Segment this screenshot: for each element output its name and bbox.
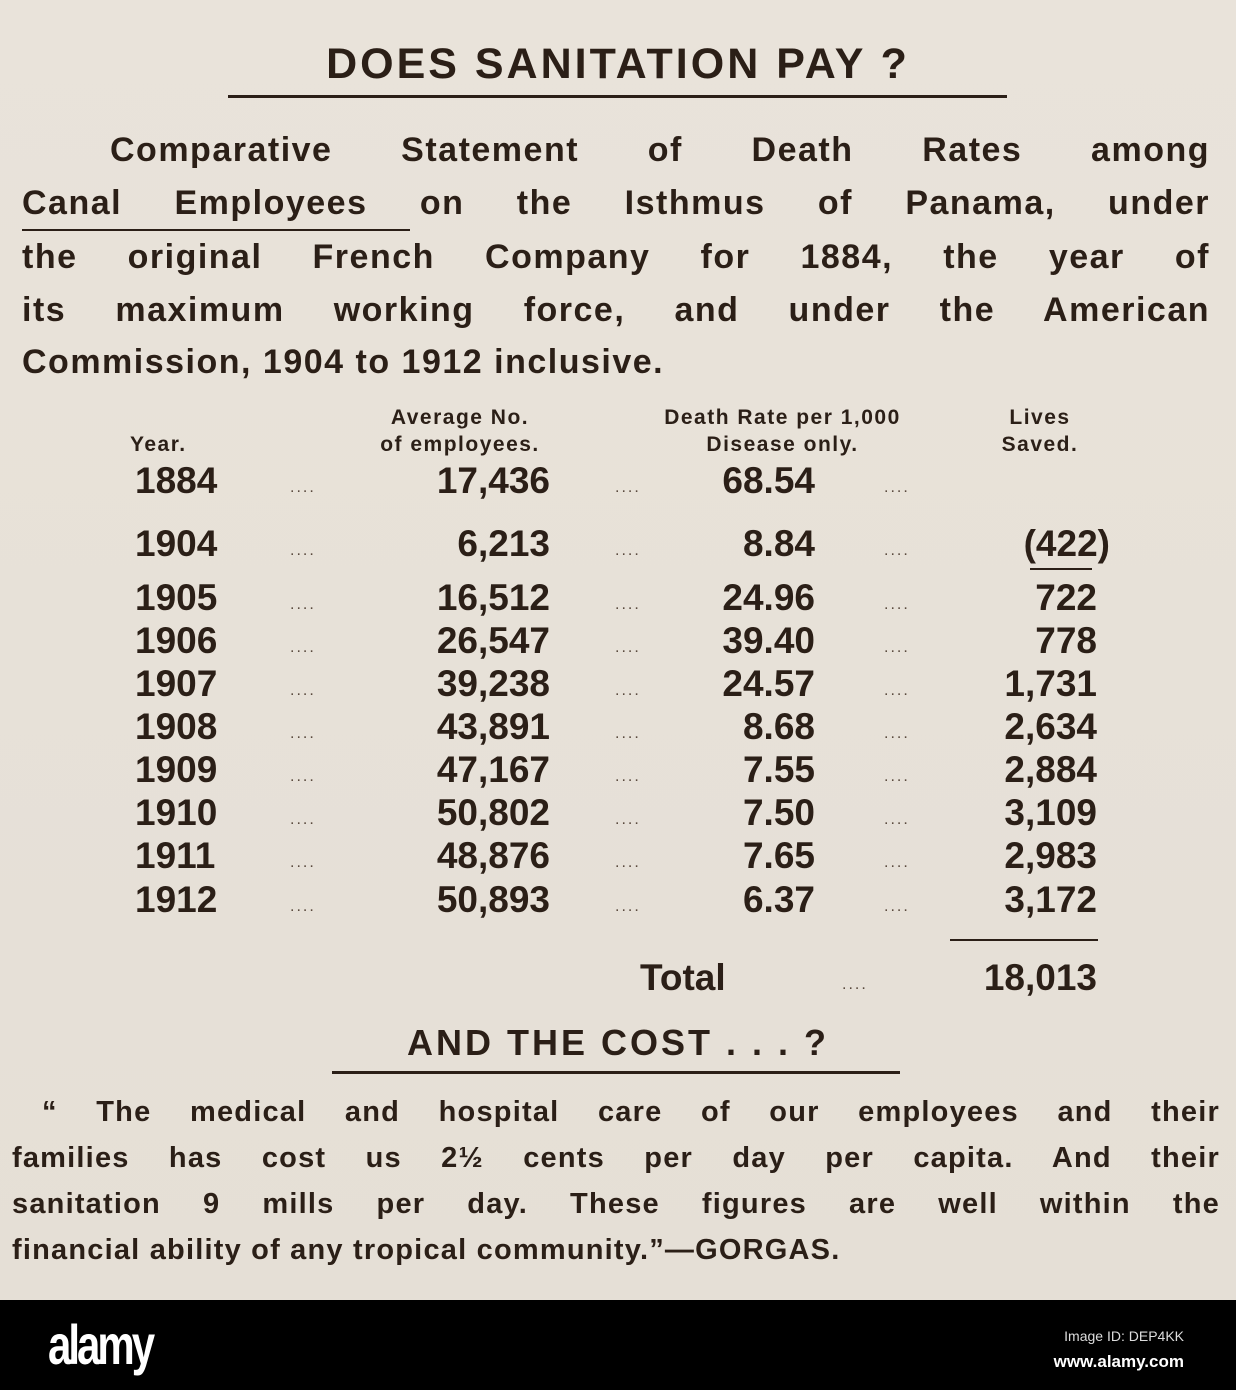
quote-line: sanitation 9 mills per day. These figures are well within the (12, 1188, 1220, 1220)
leader-dots: .... (290, 898, 316, 915)
footer-bar (0, 1300, 1236, 1390)
cost-heading: AND THE COST . . . ? (406, 1022, 829, 1063)
page-title: DOES SANITATION PAY ? (326, 40, 910, 88)
intro-line: the original French Company for 1884, the year of (22, 238, 1210, 276)
leader-dots: .... (290, 682, 316, 699)
cell-year: 1907 (135, 663, 218, 704)
lives-underline (1030, 568, 1092, 570)
header-employees-line2: of employees. (380, 433, 540, 456)
header-employees (340, 404, 580, 458)
leader-dots: .... (884, 725, 910, 742)
header-lives-line1: Lives (1009, 406, 1071, 429)
cell-year: 1910 (135, 792, 218, 833)
leader-dots: .... (615, 725, 641, 742)
leader-dots: .... (884, 596, 910, 613)
cell-lives-saved: 778 (1035, 620, 1097, 661)
header-lives-line2: Saved. (1001, 433, 1079, 456)
cell-year: 1884 (135, 460, 218, 501)
header-lives-saved (980, 404, 1100, 458)
header-employees-line1: Average No. (390, 406, 530, 429)
leader-dots: .... (290, 811, 316, 828)
leader-dots: .... (615, 479, 641, 496)
leader-dots: .... (290, 542, 316, 559)
cell-employees: 43,891 (436, 706, 550, 747)
cell-year: 1905 (135, 577, 218, 618)
cell-year: 1912 (135, 879, 218, 920)
leader-dots: .... (884, 479, 910, 496)
leader-dots: .... (615, 639, 641, 656)
quote-line: “ The medical and hospital care of our employees and their (42, 1096, 1220, 1128)
cell-employees: 50,802 (436, 792, 550, 833)
quote-line: families has cost us 2½ cents per day per capita. And their (12, 1142, 1220, 1174)
cell-death-rate: 7.65 (742, 835, 815, 876)
intro-underline (22, 229, 410, 231)
leader-dots: .... (884, 639, 910, 656)
cell-year: 1906 (135, 620, 218, 661)
cell-employees: 39,238 (436, 663, 550, 704)
leader-dots: .... (290, 768, 316, 785)
cell-lives-saved: 2,884 (1004, 749, 1097, 790)
cell-lives-saved: 722 (1035, 577, 1097, 618)
header-rate-line1: Death Rate per 1,000 (664, 406, 901, 429)
cell-lives-saved: 3,109 (1004, 792, 1097, 833)
cell-death-rate: 7.50 (742, 792, 815, 833)
cell-death-rate: 6.37 (742, 879, 815, 920)
cell-lives-saved: 2,634 (1004, 706, 1097, 747)
image-id: Image ID: DEP4KK (1064, 1328, 1184, 1344)
cell-employees: 47,167 (436, 749, 550, 790)
cell-lives-saved: (422) (1023, 523, 1110, 564)
leader-dots: .... (615, 682, 641, 699)
leader-dots: .... (615, 898, 641, 915)
cell-employees: 6,213 (457, 523, 550, 564)
cell-year: 1904 (135, 523, 218, 564)
leader-dots: .... (290, 479, 316, 496)
intro-line: Comparative Statement of Death Rates among (110, 131, 1210, 169)
cell-death-rate: 24.57 (722, 663, 815, 704)
intro-line: Canal Employees on the Isthmus of Panama, under (22, 184, 1210, 222)
intro-line: its maximum working force, and under the American (22, 291, 1210, 329)
total-dots: .... (842, 976, 868, 993)
leader-dots: .... (615, 854, 641, 871)
cell-death-rate: 7.55 (742, 749, 815, 790)
leader-dots: .... (884, 768, 910, 785)
leader-dots: .... (884, 898, 910, 915)
cell-employees: 48,876 (436, 835, 550, 876)
cell-death-rate: 8.68 (742, 706, 815, 747)
cell-year: 1908 (135, 706, 218, 747)
cell-year: 1909 (135, 749, 218, 790)
total-rule (950, 939, 1098, 941)
cell-year: 1911 (135, 835, 216, 876)
cell-employees: 17,436 (436, 460, 550, 501)
leader-dots: .... (290, 596, 316, 613)
quote-line: financial ability of any tropical community.”—GORGAS. (12, 1234, 841, 1266)
leader-dots: .... (290, 639, 316, 656)
leader-dots: .... (615, 596, 641, 613)
title-underline (228, 95, 1007, 98)
cell-death-rate: 24.96 (722, 577, 815, 618)
leader-dots: .... (290, 854, 316, 871)
cell-lives-saved: 3,172 (1004, 879, 1097, 920)
leader-dots: .... (884, 811, 910, 828)
site-url: www.alamy.com (1053, 1352, 1184, 1371)
cell-death-rate: 39.40 (722, 620, 815, 661)
leader-dots: .... (615, 811, 641, 828)
leader-dots: .... (290, 725, 316, 742)
leader-dots: .... (884, 854, 910, 871)
cell-employees: 26,547 (436, 620, 550, 661)
cell-lives-saved: 2,983 (1004, 835, 1097, 876)
leader-dots: .... (884, 682, 910, 699)
cell-employees: 50,893 (436, 879, 550, 920)
header-rate-line2: Disease only. (706, 433, 859, 456)
leader-dots: .... (615, 542, 641, 559)
leader-dots: .... (884, 542, 910, 559)
cost-underline (332, 1071, 900, 1074)
total-label: Total (640, 957, 726, 998)
cell-lives-saved: 1,731 (1004, 663, 1097, 704)
alamy-logo: alamy (48, 1313, 153, 1376)
cell-employees: 16,512 (436, 577, 550, 618)
cell-death-rate: 8.84 (742, 523, 815, 564)
intro-line: Commission, 1904 to 1912 inclusive. (22, 343, 665, 381)
header-year: Year. (130, 433, 187, 456)
header-death-rate (610, 404, 955, 458)
total-value: 18,013 (983, 957, 1097, 998)
leader-dots: .... (615, 768, 641, 785)
cell-death-rate: 68.54 (722, 460, 815, 501)
